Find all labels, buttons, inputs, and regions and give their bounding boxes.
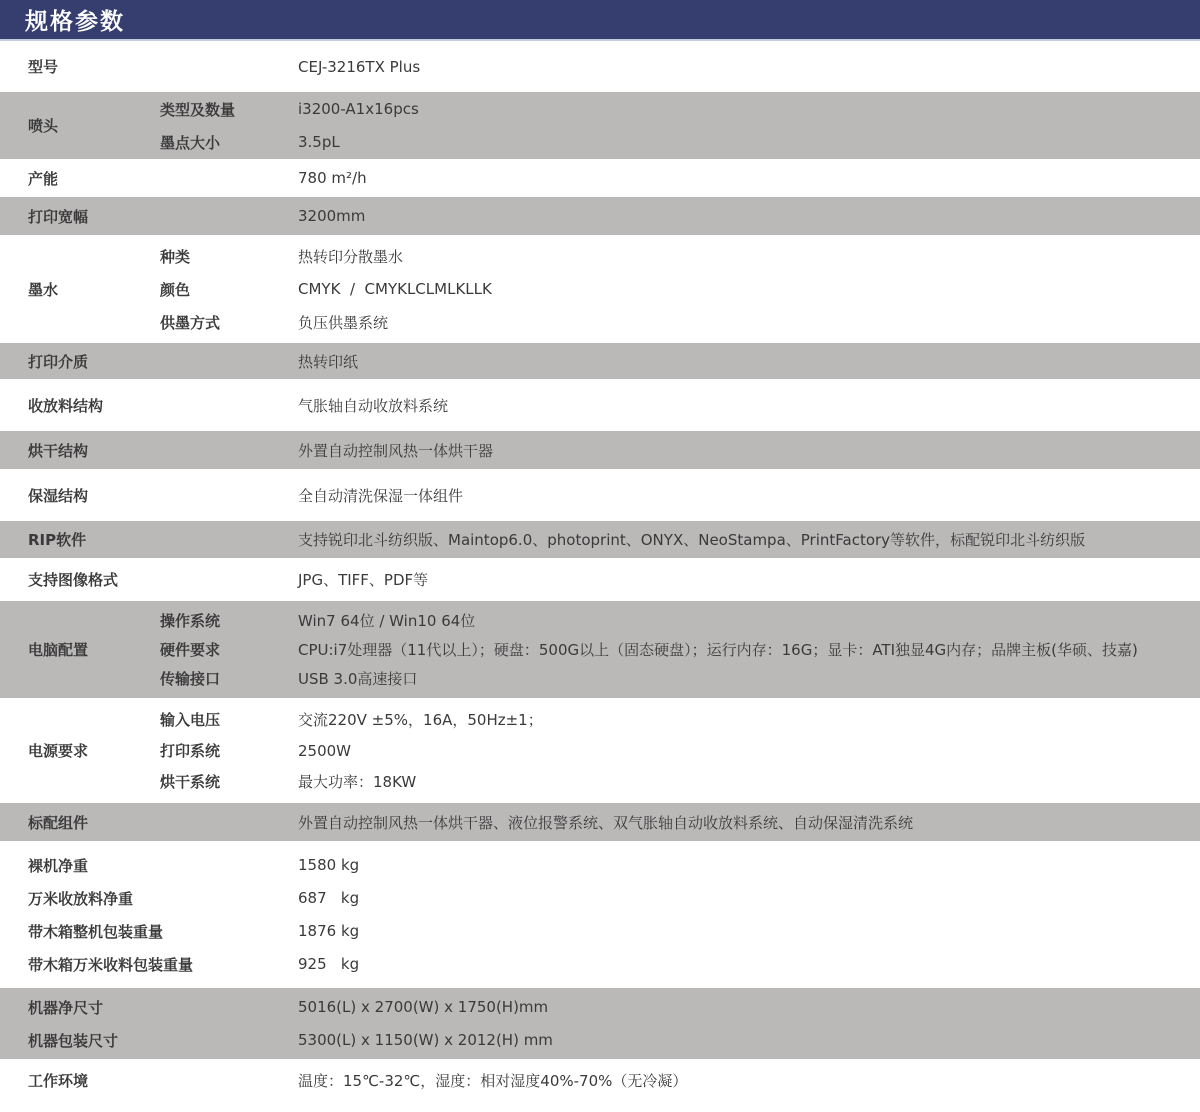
spec-line [28,849,1182,882]
spec-row-feed-takeup [0,379,1200,431]
row-label: 支持图像格式 [28,571,119,589]
spec-line [28,948,1182,981]
spec-line [160,200,1182,233]
spec-line [160,523,1182,556]
spec-line [160,664,1182,693]
spec-row-print-width [0,197,1200,235]
spec-row-computer-config [0,601,1200,698]
row-value: 负压供墨系统 [298,313,389,332]
spec-line [160,635,1182,664]
row-value: 支持锐印北斗纺织版、Maintop6.0、photoprint、ONYX、NeoStampa、PrintFactory等软件，标配锐印北斗纺织版 [298,531,1086,549]
spec-row-rip-software [0,521,1200,558]
row-value: CPU:i7处理器（11代以上）；硬盘：500G以上（固态硬盘）；运行内存：16G；显卡：ATI独显4G内存；品牌主板(华硕、技嘉) [298,641,1138,659]
row-sublabel: 种类 [160,247,191,266]
spec-row-standard-components [0,803,1200,841]
spec-line [160,306,1182,339]
row-label: 万米收放料净重 [28,889,134,908]
spec-line [160,273,1182,306]
spec-row-weights [0,841,1200,988]
row-value: USB 3.0高速接口 [298,670,418,688]
row-value: 交流220V ±5%，16A，50Hz±1； [298,711,543,729]
spec-row-dimensions [0,988,1200,1059]
spec-line [160,162,1182,195]
row-value: 5016(L) x 2700(W) x 1750(H)mm [298,998,549,1016]
row-sublabel: 供墨方式 [160,313,221,332]
row-label: 机器净尺寸 [28,998,104,1017]
row-label: 产能 [28,169,59,188]
spec-table [0,41,1200,1101]
row-sublabel: 操作系统 [160,612,221,630]
row-label: 保湿结构 [28,486,89,505]
row-label: 打印介质 [28,352,89,371]
row-label: 墨水 [28,280,59,299]
row-value: CMYK / CMYKLCLMLKLLK [298,280,492,298]
spec-row-power-requirements [0,698,1200,803]
spec-row-productivity [0,159,1200,197]
row-value: i3200-A1x16pcs [298,100,419,118]
row-value: 780 m²/h [298,169,367,187]
row-value: 3200mm [298,207,366,225]
spec-row-moisturizing [0,469,1200,521]
row-label: RIP软件 [28,531,87,549]
row-sublabel: 输入电压 [160,711,221,729]
spec-line [28,882,1182,915]
row-label: 打印宽幅 [28,207,89,226]
row-label: 电源要求 [28,742,89,760]
row-value: 外置自动控制风热一体烘干器 [298,441,494,460]
spec-line [160,126,1182,159]
spec-row-printhead [0,92,1200,159]
row-value: 2500W [298,741,352,760]
row-value: 1580 kg [298,856,360,874]
row-value: 687 kg [298,889,360,907]
row-value: 925 kg [298,955,360,973]
spec-line [160,1064,1182,1097]
spec-row-model [0,41,1200,92]
row-value: CEJ-3216TX Plus [298,57,421,76]
row-label: 带木箱整机包装重量 [28,922,164,941]
page-title: 规格参数 [25,9,125,35]
row-label: 带木箱万米收料包装重量 [28,955,194,974]
row-sublabel: 传输接口 [160,670,221,688]
spec-line [160,434,1182,467]
row-value: 热转印纸 [298,352,359,371]
spec-line [28,915,1182,948]
spec-line [28,1024,1182,1057]
spec-line [160,93,1182,126]
spec-line [160,50,1182,83]
row-value: 气胀轴自动收放料系统 [298,396,449,415]
row-label: 烘干结构 [28,441,89,460]
spec-row-operating-environment [0,1059,1200,1101]
spec-line [160,735,1182,766]
row-value: Win7 64位 / Win10 64位 [298,612,476,630]
row-sublabel: 类型及数量 [160,100,236,119]
row-value: 外置自动控制风热一体烘干器、液位报警系统、双气胀轴自动收放料系统、自动保湿清洗系统 [298,813,914,832]
spec-row-ink [0,235,1200,343]
spec-line [160,345,1182,378]
row-sublabel: 烘干系统 [160,773,221,791]
row-sublabel: 颜色 [160,280,191,299]
spec-line [160,606,1182,635]
row-value: JPG、TIFF、PDF等 [298,571,429,589]
spec-line [160,704,1182,735]
row-label: 型号 [28,58,59,76]
row-value: 全自动清洗保湿一体组件 [298,486,464,505]
row-label: 收放料结构 [28,396,104,415]
spec-line [160,479,1182,512]
section-header [0,0,1200,41]
spec-line [28,991,1182,1024]
spec-line [160,389,1182,422]
row-sublabel: 打印系统 [160,742,221,760]
spec-line [160,240,1182,273]
spec-row-dryer [0,431,1200,469]
spec-line [160,806,1182,839]
row-label: 裸机净重 [28,856,89,875]
row-label: 电脑配置 [28,641,89,659]
spec-line [160,766,1182,797]
spec-row-image-formats [0,558,1200,601]
row-label: 机器包装尺寸 [28,1031,119,1050]
row-value: 最大功率：18KW [298,773,417,791]
row-label: 工作环境 [28,1071,89,1090]
row-label: 标配组件 [28,813,89,832]
row-value: 3.5pL [298,133,340,151]
spec-line [160,563,1182,596]
spec-row-media [0,343,1200,379]
row-sublabel: 墨点大小 [160,133,221,152]
row-value: 热转印分散墨水 [298,247,404,266]
row-value: 1876 kg [298,922,360,940]
row-label: 喷头 [28,117,59,135]
row-sublabel: 硬件要求 [160,641,221,659]
row-value: 5300(L) x 1150(W) x 2012(H) mm [298,1031,553,1049]
row-value: 温度：15℃-32℃，湿度：相对湿度40%-70%（无冷凝） [298,1071,688,1090]
